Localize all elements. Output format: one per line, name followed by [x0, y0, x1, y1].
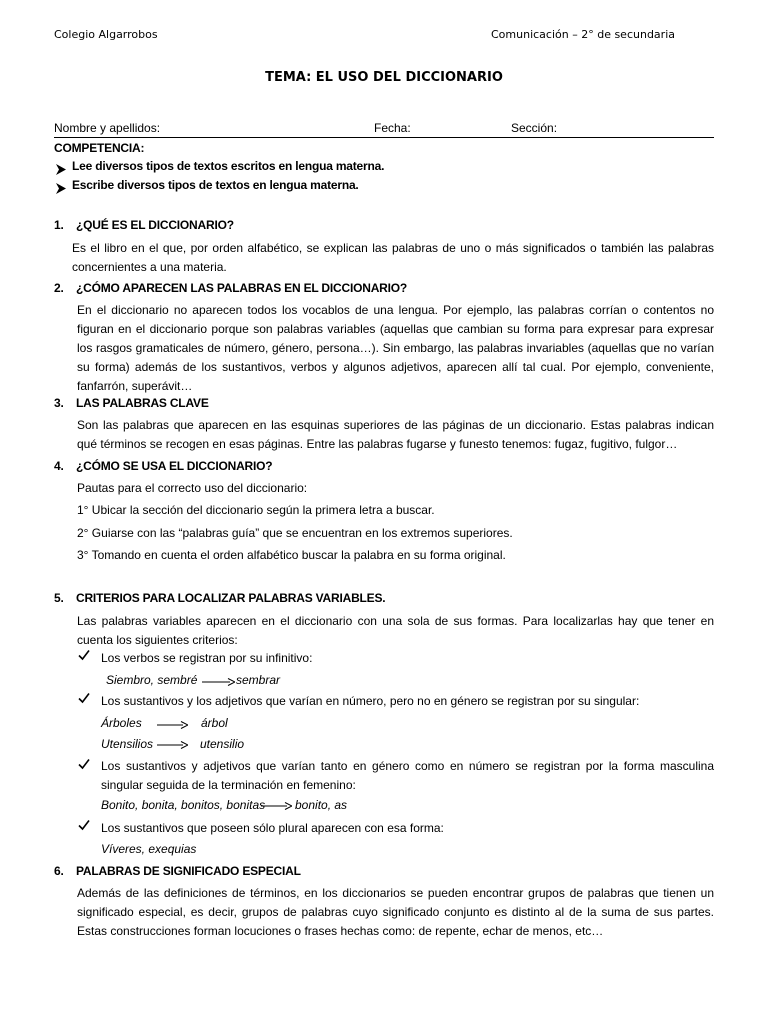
example-to: árbol	[201, 716, 228, 730]
section-paragraph: Son las palabras que aparecen en las esquinas superiores de las páginas de un diccionario. Estas palabras indican qué términos se recogen en esas páginas. Entre las palabras fugarse y funesto tenemos: fugaz, fugitivo, fulgor…	[77, 418, 714, 451]
course-name: Comunicación – 2° de secundaria	[491, 28, 675, 41]
section-number: 4.	[54, 459, 64, 473]
competencia-item: Escribe diversos tipos de textos en lengua materna.	[72, 178, 359, 192]
section-heading	[54, 396, 209, 410]
section-paragraph: Las palabras variables aparecen en el diccionario con una sola de sus formas. Para localizarlas hay que tener en cuenta los siguientes criterios:	[77, 614, 714, 647]
competencia-heading: COMPETENCIA:	[54, 141, 145, 155]
competencia-item: Lee diversos tipos de textos escritos en lengua materna.	[72, 159, 385, 173]
checkmark-icon	[78, 819, 90, 834]
section-heading	[54, 281, 407, 295]
section-title: ¿CÓMO SE USA EL DICCIONARIO?	[76, 459, 273, 473]
example-from: Árboles	[101, 716, 142, 730]
section-title: LAS PALABRAS CLAVE	[76, 396, 209, 410]
example-from: Bonito, bonita, bonitos, bonitas	[101, 798, 266, 812]
section-heading	[54, 459, 272, 473]
page-title: TEMA: EL USO DEL DICCIONARIO	[265, 70, 503, 85]
example-from: Utensilios	[101, 737, 154, 751]
section-heading	[54, 591, 385, 605]
example-from: Siembro, sembré	[106, 673, 198, 687]
criterion-text: Los verbos se registran por su infinitivo:	[101, 651, 313, 665]
section-number: 6.	[54, 864, 64, 878]
section-heading	[54, 864, 301, 878]
criterion-text: Los sustantivos y adjetivos que varían tanto en género como en número se registran por la forma masculina singular seguida de la terminación en femenino:	[101, 759, 714, 792]
right-arrow-icon	[261, 801, 292, 811]
right-arrow-icon	[157, 740, 188, 750]
name-field-label: Nombre y apellidos:	[54, 121, 161, 135]
section-paragraph: En el diccionario no aparecen todos los vocablos de una lengua. Por ejemplo, las palabras corrían o contentos no figuran en el diccionario porque son palabras variables (aquellas que cambian su forma para expresar para expresar los rasgos gramaticales de número, género, persona…). Sin embargo, las palabras invariables (aquellas que no varían su forma) además de los sustantivos, verbos y algunos adjetivos, aparecen allí tal cual. Por ejemplo, conveniente, fanfarrón, superávit…	[77, 303, 714, 393]
section-number: 2.	[54, 281, 64, 295]
criterion-text: Los sustantivos y los adjetivos que varían en número, pero no en género se registran por su singular:	[101, 694, 640, 708]
section-paragraph: Es el libro en el que, por orden alfabético, se explican las palabras de uno o más significados o también las palabras concernientes a una materia.	[72, 241, 714, 274]
section-heading	[54, 218, 234, 232]
example-to: sembrar	[236, 673, 281, 687]
header-divider	[54, 137, 714, 138]
right-arrow-icon	[202, 677, 235, 687]
checkmark-icon	[78, 758, 90, 773]
section-title: ¿CÓMO APARECEN LAS PALABRAS EN EL DICCIONARIO?	[76, 281, 408, 295]
school-name: Colegio Algarrobos	[54, 28, 158, 41]
usage-step: 2° Guiarse con las “palabras guía” que se encuentran en los extremos superiores.	[77, 526, 513, 540]
arrowhead-bullet-icon	[56, 181, 66, 199]
checkmark-icon	[78, 649, 90, 664]
usage-step: 1° Ubicar la sección del diccionario según la primera letra a buscar.	[77, 503, 435, 517]
arrowhead-bullet-icon	[56, 162, 66, 180]
date-field-label: Fecha:	[374, 121, 411, 135]
section-number: 5.	[54, 591, 64, 605]
usage-step: 3° Tomando en cuenta el orden alfabético buscar la palabra en su forma original.	[77, 548, 506, 562]
checkmark-icon	[78, 692, 90, 707]
usage-intro: Pautas para el correcto uso del diccionario:	[77, 481, 308, 495]
criterion-text: Los sustantivos que poseen sólo plural aparecen con esa forma:	[101, 821, 444, 835]
section-field-label: Sección:	[511, 121, 558, 135]
section-number: 3.	[54, 396, 64, 410]
example-to: bonito, as	[295, 798, 348, 812]
section-number: 1.	[54, 218, 64, 232]
section-title: ¿QUÉ ES EL DICCIONARIO?	[76, 218, 234, 232]
right-arrow-icon	[157, 720, 188, 730]
section-paragraph: Además de las definiciones de términos, en los diccionarios se pueden encontrar grupos de palabras que tienen un significado especial, es decir, grupos de palabras cuyo significado conjunto es distinto al de la suma de sus partes. Estas construcciones forman locuciones o frases hechas como: de repente, echar de menos, etc…	[77, 886, 714, 938]
section-title: PALABRAS DE SIGNIFICADO ESPECIAL	[76, 864, 301, 878]
section-title: CRITERIOS PARA LOCALIZAR PALABRAS VARIABLES.	[76, 591, 386, 605]
example-from: Víveres, exequias	[101, 842, 197, 856]
example-to: utensilio	[200, 737, 245, 751]
